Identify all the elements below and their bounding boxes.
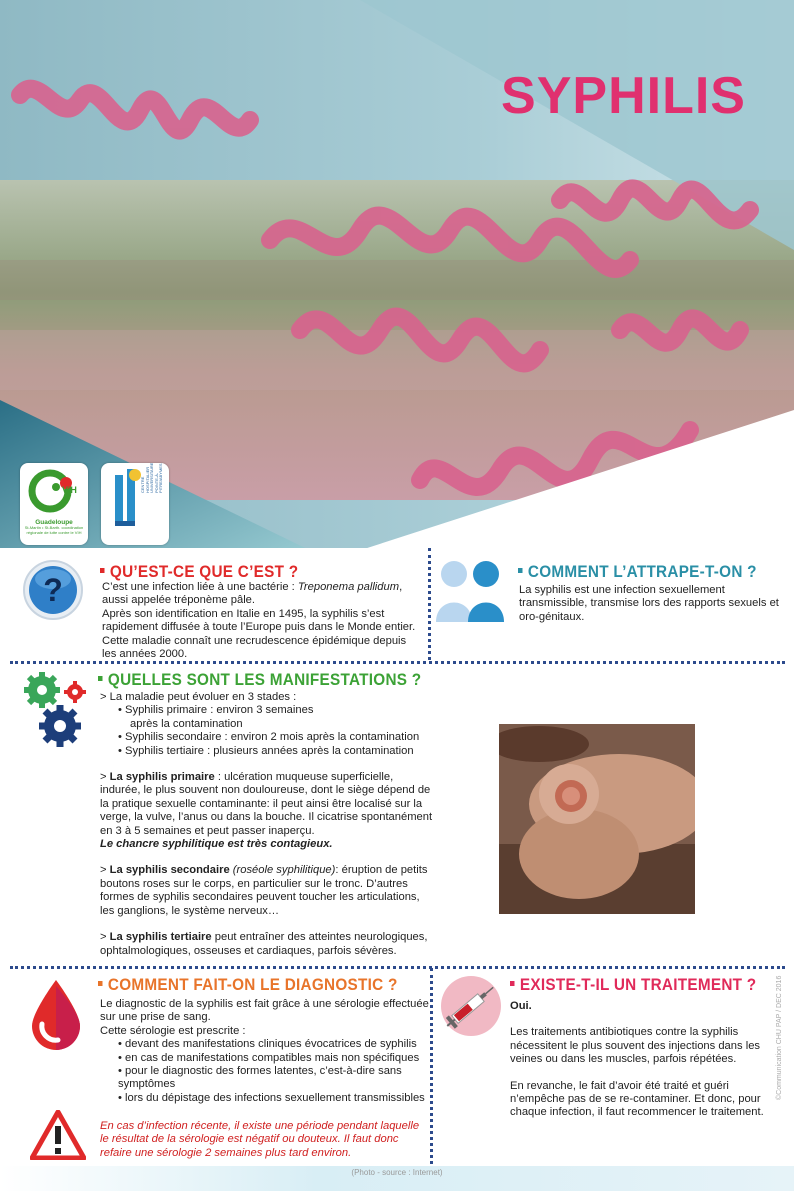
- divider-vertical-bottom: [430, 968, 433, 1164]
- orvih-logo: [20, 463, 88, 545]
- section-what-title: QU’EST-CE QUE C’EST ?: [100, 562, 298, 582]
- section-catch-body: La syphilis est une infection sexuellement transmissible, transmise lors des rapports sexuels et oro-génitaux.: [519, 584, 779, 623]
- section-diag-title: COMMENT FAIT-ON LE DIAGNOSTIC ?: [98, 975, 398, 995]
- vertical-credit: ©Communication CHU PAP / DEC 2016: [776, 975, 783, 1100]
- bullet-square: [100, 568, 105, 573]
- orvih-logo-name: Guadeloupe: [35, 519, 73, 526]
- diag-warning-text: En cas d’infection récente, il existe une période pendant laquelle le résultat de la sérologie est négatif ou douteux. Il faut donc refaire une sérologie 2 semaines plus tard environ.: [100, 1120, 420, 1159]
- chu-logo: [101, 463, 169, 545]
- section-what-body: C’est une infection liée à une bactérie : Treponema pallidum, aussi appelée tréponème pâle. Après son identification en Italie en 1495, la syphilis s’est rapidement diffusée à toute l’Europe puis dans le Monde entier. Cette maladie connaît une recrudescence épidémique depuis les années 2000.: [102, 581, 416, 661]
- section-catch-title: COMMENT L’ATTRAPE-T-ON ?: [518, 562, 757, 582]
- section-manif-title: QUELLES SONT LES MANIFESTATIONS ?: [98, 670, 421, 690]
- orvih-logo-subtitle: St-Martin • St-Barth. coordination régionale de lutte contre le VIH: [24, 525, 84, 535]
- blood-drop-icon: [28, 978, 84, 1050]
- warning-icon: [30, 1110, 86, 1160]
- divider-horizontal-2: [10, 966, 785, 969]
- section-diag-body: Le diagnostic de la syphilis est fait grâce à une sérologie effectuée sur une prise de sang. Cette sérologie est prescrite : • devant des manifestations cliniques évocatrices de syphilis • en cas de manifestations compatibles mais non spécifiques • pour le diagnostic des formes latentes, c’est-à-dire sans symptômes • lors du dépistage des infections sexuellement transmissibles: [100, 998, 429, 1104]
- photo-credit: (Photo - source : Internet): [351, 1168, 443, 1177]
- bullet-square: [518, 568, 523, 573]
- section-treat-title: EXISTE-T-IL UN TRAITEMENT ?: [510, 975, 756, 995]
- people-icon: [434, 560, 506, 624]
- divider-horizontal-1: [10, 661, 785, 664]
- divider-vertical-top: [428, 548, 431, 660]
- section-treat-body: Oui. Les traitements antibiotiques contre la syphilis nécessitent le plus souvent des injections dans les veines ou dans les muscles, parfois répétées. En revanche, le fait d’avoir été traité et guéri n’empêche pas de se re-contaminer. Et donc, pour chaque infection, il faut recommencer le traitement.: [510, 1000, 764, 1119]
- section-manif-body: > La maladie peut évoluer en 3 stades : • Syphilis primaire : environ 3 semaines après la contamination • Syphilis secondaire : environ 2 mois après la contamination • Syphilis tertiaire : plusieurs années après la contamination > La syphilis primaire : ulcération muqueuse superficielle, indurée, le plus souvent non douloureuse, dont le siège dépend de la pratique sexuelle contaminante: il peut ainsi être localisé sur la verge, la vulve, l’anus ou dans la bouche. Il cicatrise spontanément en 3 à 5 semaines et peut passer inaperçu. Le chancre syphilitique est très contagieux. > La syphilis secondaire (roséole syphilitique): éruption de petits boutons roses sur le corps, en particulier sur le tronc. D’autres formes de syphilis secondaires peuvent toucher les articulations, les ganglions, le système nerveux… > La syphilis tertiaire peut entraîner des atteintes neurologiques, ophtalmologiques, osseuses et cardiaques, parfois sévères.: [100, 691, 433, 957]
- bullet-square: [510, 981, 515, 986]
- chancre-photo: [499, 724, 695, 914]
- bullet-square: [98, 981, 103, 986]
- svg-text:ViH: ViH: [62, 485, 77, 495]
- page-title: SYPHILIS: [501, 67, 746, 125]
- syringe-icon: [440, 975, 502, 1037]
- bullet-square: [98, 676, 103, 681]
- gears-icon: [20, 670, 90, 750]
- svg-text:?: ?: [43, 572, 63, 608]
- question-icon: [22, 559, 84, 621]
- chu-logo-text: CENTRE HOSPITALIER UNIVERSITAIRE POINTE-À-PITRE/ABYMES: [140, 463, 163, 493]
